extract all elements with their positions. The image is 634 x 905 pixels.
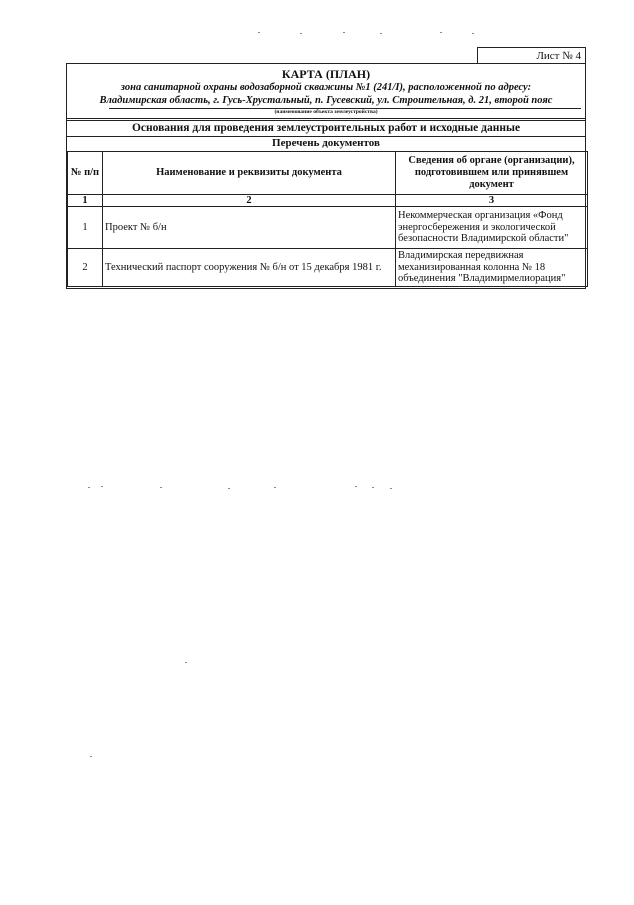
map-title: КАРТА (ПЛАН) <box>281 67 371 81</box>
table-row <box>68 207 588 249</box>
map-subtitle-line2: Владимирская область, г. Гусь-Хрустальный, п. Гусевский, ул. Строительная, д. 21, второй пояс <box>99 95 553 106</box>
scan-speck <box>355 486 357 487</box>
scan-speck <box>90 756 92 757</box>
documents-table <box>67 151 588 287</box>
column-number: 2 <box>103 195 396 207</box>
scan-speck <box>274 487 276 488</box>
table-row <box>68 249 588 287</box>
header-org: Сведения об органе (организации), подготовившем или принявшем документ <box>396 152 588 195</box>
document-organization: Владимирская передвижная механизированная колонна № 18 объединения "Владимирмелиорация" <box>396 249 588 287</box>
document-frame <box>66 63 586 289</box>
document-organization: Некоммерческая организация «Фонд энергосбережения и экологической безопасности Владимирской области" <box>396 207 588 249</box>
scan-speck <box>390 488 392 489</box>
row-number: 2 <box>68 249 103 287</box>
scan-speck <box>300 33 302 34</box>
map-subtitle-line1: зона санитарной охраны водозаборной скважины №1 (241/I), расположенной по адресу: <box>120 82 532 93</box>
scan-speck <box>440 32 442 33</box>
scan-speck <box>380 33 382 34</box>
column-number: 1 <box>68 195 103 207</box>
sheet-number-label: Лист № 4 <box>477 47 586 64</box>
scan-speck <box>101 486 103 487</box>
scan-speck <box>185 662 187 663</box>
scan-speck <box>88 487 90 488</box>
header-no: № п/п <box>68 152 103 195</box>
scan-speck <box>343 32 345 33</box>
document-name: Проект № б/н <box>103 207 396 249</box>
scan-speck <box>228 488 230 489</box>
column-number-row <box>68 195 588 207</box>
divider <box>67 118 585 119</box>
document-list-title: Перечень документов <box>272 137 380 149</box>
scan-speck <box>160 487 162 488</box>
document-name: Технический паспорт сооружения № б/н от 15 декабря 1981 г. <box>103 249 396 287</box>
table-header-row <box>68 152 588 195</box>
object-caption: (наименование объекта землеустройства) <box>274 109 378 115</box>
scan-speck <box>258 32 260 33</box>
basis-title: Основания для проведения землеустроительных работ и исходные данные <box>131 122 521 134</box>
scan-speck <box>372 487 374 488</box>
scan-speck <box>472 33 474 34</box>
column-number: 3 <box>396 195 588 207</box>
header-name: Наименование и реквизиты документа <box>103 152 396 195</box>
row-number: 1 <box>68 207 103 249</box>
